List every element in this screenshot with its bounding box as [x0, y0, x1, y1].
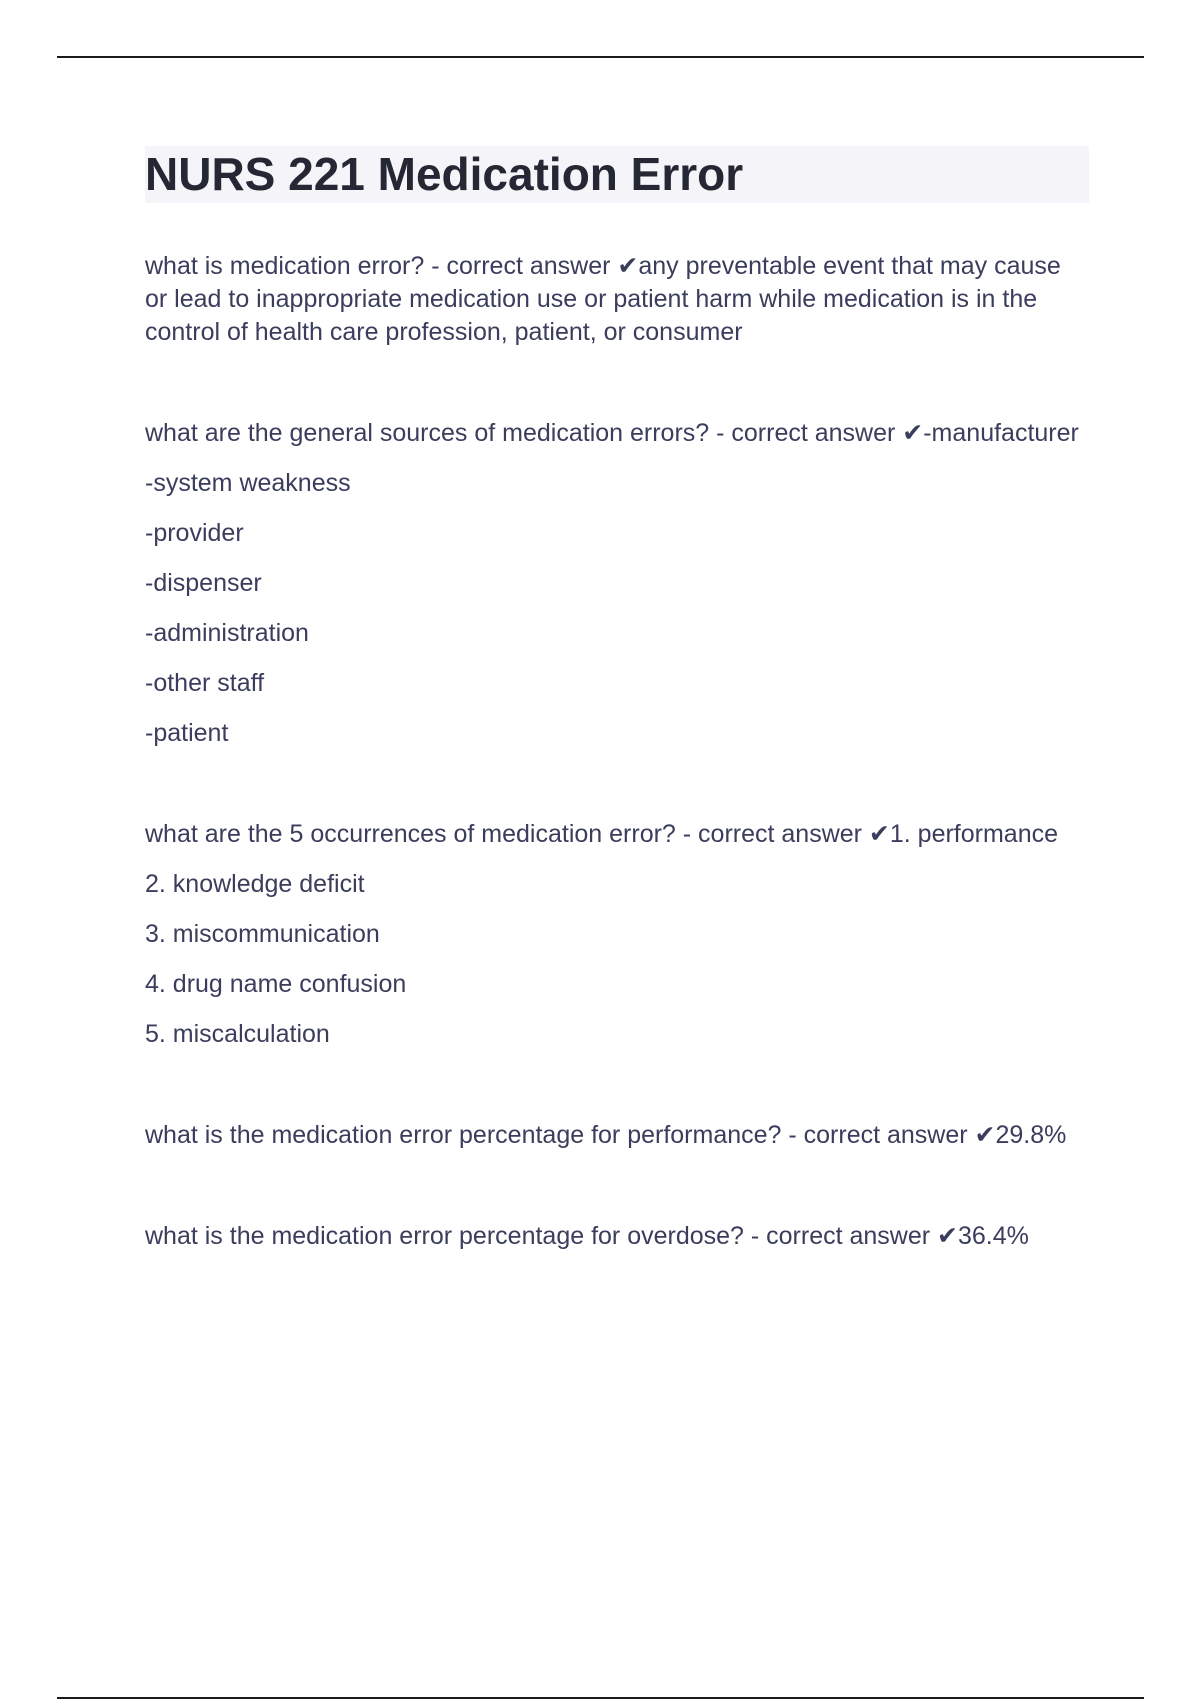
qa-entry [145, 818, 1085, 1051]
document-title: NURS 221 Medication Error [145, 148, 744, 200]
question-answer-text: what is medication error? - correct answer ✔any preventable event that may cause or lead to inappropriate medication use or patient harm while medication is in the control of health care profession, patient, or consumer [145, 252, 1061, 346]
list-item: 4. drug name confusion [145, 970, 407, 998]
list-item: -system weakness [145, 469, 351, 497]
qa-entry [145, 1119, 1085, 1152]
qa-entry [145, 1220, 1085, 1253]
list-item: 3. miscommunication [145, 920, 380, 948]
list-item: -provider [145, 519, 244, 547]
list-item: 5. miscalculation [145, 1020, 330, 1048]
list-item: 2. knowledge deficit [145, 870, 365, 898]
question-answer-text: what is the medication error percentage for performance? - correct answer ✔29.8% [145, 1121, 1067, 1149]
bottom-rule [57, 1697, 1144, 1699]
question-answer-text: what is the medication error percentage for overdose? - correct answer ✔36.4% [145, 1222, 1029, 1250]
qa-entry [145, 250, 1085, 349]
list-item: -patient [145, 719, 229, 747]
list-item: -administration [145, 619, 309, 647]
qa-entry [145, 417, 1085, 750]
list-item: -dispenser [145, 569, 262, 597]
top-rule [57, 56, 1144, 58]
document-body [145, 250, 1085, 1321]
question-answer-text: what are the 5 occurrences of medication error? - correct answer ✔1. performance [145, 820, 1059, 848]
question-answer-text: what are the general sources of medication errors? - correct answer ✔-manufacturer [145, 419, 1079, 447]
list-item: -other staff [145, 669, 265, 697]
